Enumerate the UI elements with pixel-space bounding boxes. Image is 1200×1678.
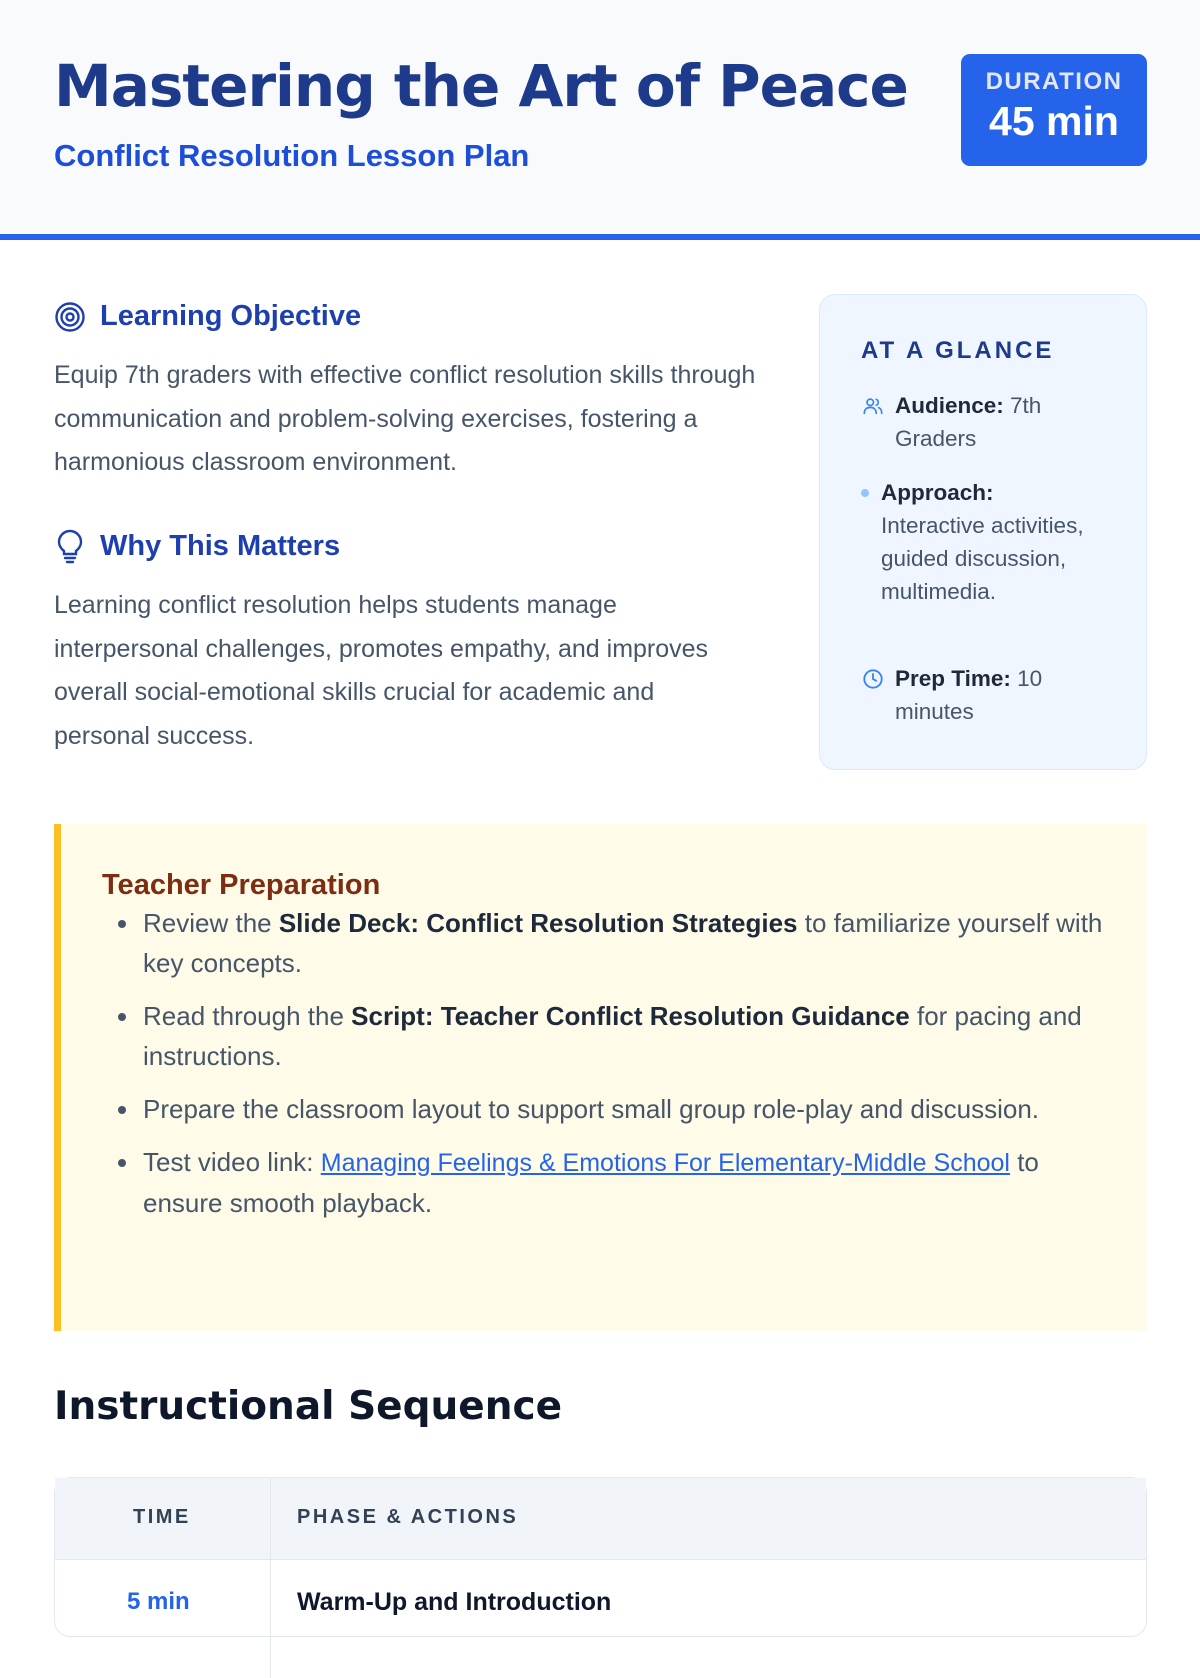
teacher-preparation-box xyxy=(54,824,1147,1331)
glance-item-approach xyxy=(861,476,1091,608)
glance-label: Audience: xyxy=(895,393,1004,418)
sequence-table xyxy=(54,1477,1147,1637)
glance-title: AT A GLANCE xyxy=(861,337,1055,364)
prep-list xyxy=(141,903,1121,1236)
dot-icon xyxy=(861,476,869,509)
lightbulb-icon xyxy=(54,531,86,563)
why-text: Learning conflict resolution helps students manage interpersonal challenges, promotes empathy, and improves overall social-emotional skills crucial for academic and personal success. xyxy=(54,591,709,750)
duration-value: 45 min xyxy=(989,98,1119,144)
clock-icon xyxy=(861,662,885,695)
row-phase: Warm-Up and Introduction xyxy=(297,1588,612,1616)
video-link[interactable]: Managing Feelings & Emotions For Elementary-Middle School xyxy=(320,1149,1010,1177)
table-header-row xyxy=(55,1478,1146,1560)
column-divider xyxy=(270,1478,271,1678)
why-heading xyxy=(54,530,340,563)
objective-title: Learning Objective xyxy=(100,300,362,332)
list-item: • Prepare the classroom layout to support small group role-play and discussion. xyxy=(141,1089,1121,1129)
glance-item-audience xyxy=(861,389,1111,455)
glance-value: Interactive activities, guided discussion, multimedia. xyxy=(881,513,1084,604)
duration-label: DURATION xyxy=(985,68,1123,95)
list-item: • Review the Slide Deck: Conflict Resolution Strategies to familiarize yourself with key concepts. xyxy=(141,903,1121,983)
sequence-title: Instructional Sequence xyxy=(54,1384,563,1429)
target-icon xyxy=(54,301,86,333)
page-header xyxy=(0,0,1200,240)
glance-label: Prep Time: xyxy=(895,666,1011,691)
page-subtitle: Conflict Resolution Lesson Plan xyxy=(54,138,530,173)
duration-badge xyxy=(961,54,1147,166)
row-time: 5 min xyxy=(127,1588,190,1615)
column-header-phase: PHASE & ACTIONS xyxy=(297,1506,519,1528)
glance-item-prep-time xyxy=(861,662,1111,728)
why-title: Why This Matters xyxy=(100,530,341,562)
users-icon xyxy=(861,389,885,422)
list-item: • Read through the Script: Teacher Conflict Resolution Guidance for pacing and instructions. xyxy=(141,996,1121,1076)
column-header-time: TIME xyxy=(133,1506,191,1528)
glance-label: Approach: xyxy=(881,480,994,505)
list-item: • Test video link: Managing Feelings & Emotions For Elementary-Middle School to ensure smooth playback. xyxy=(141,1142,1121,1223)
glance-value: 7th Graders xyxy=(895,393,1042,451)
at-a-glance-card xyxy=(819,294,1147,770)
objective-heading xyxy=(54,300,361,333)
glance-value: 10 minutes xyxy=(895,666,1043,724)
objective-text: Equip 7th graders with effective conflict resolution skills through communication and problem-solving exercises, fostering a harmonious classroom environment. xyxy=(54,361,756,476)
page-title: Mastering the Art of Peace xyxy=(54,52,908,120)
prep-title: Teacher Preparation xyxy=(102,869,381,901)
